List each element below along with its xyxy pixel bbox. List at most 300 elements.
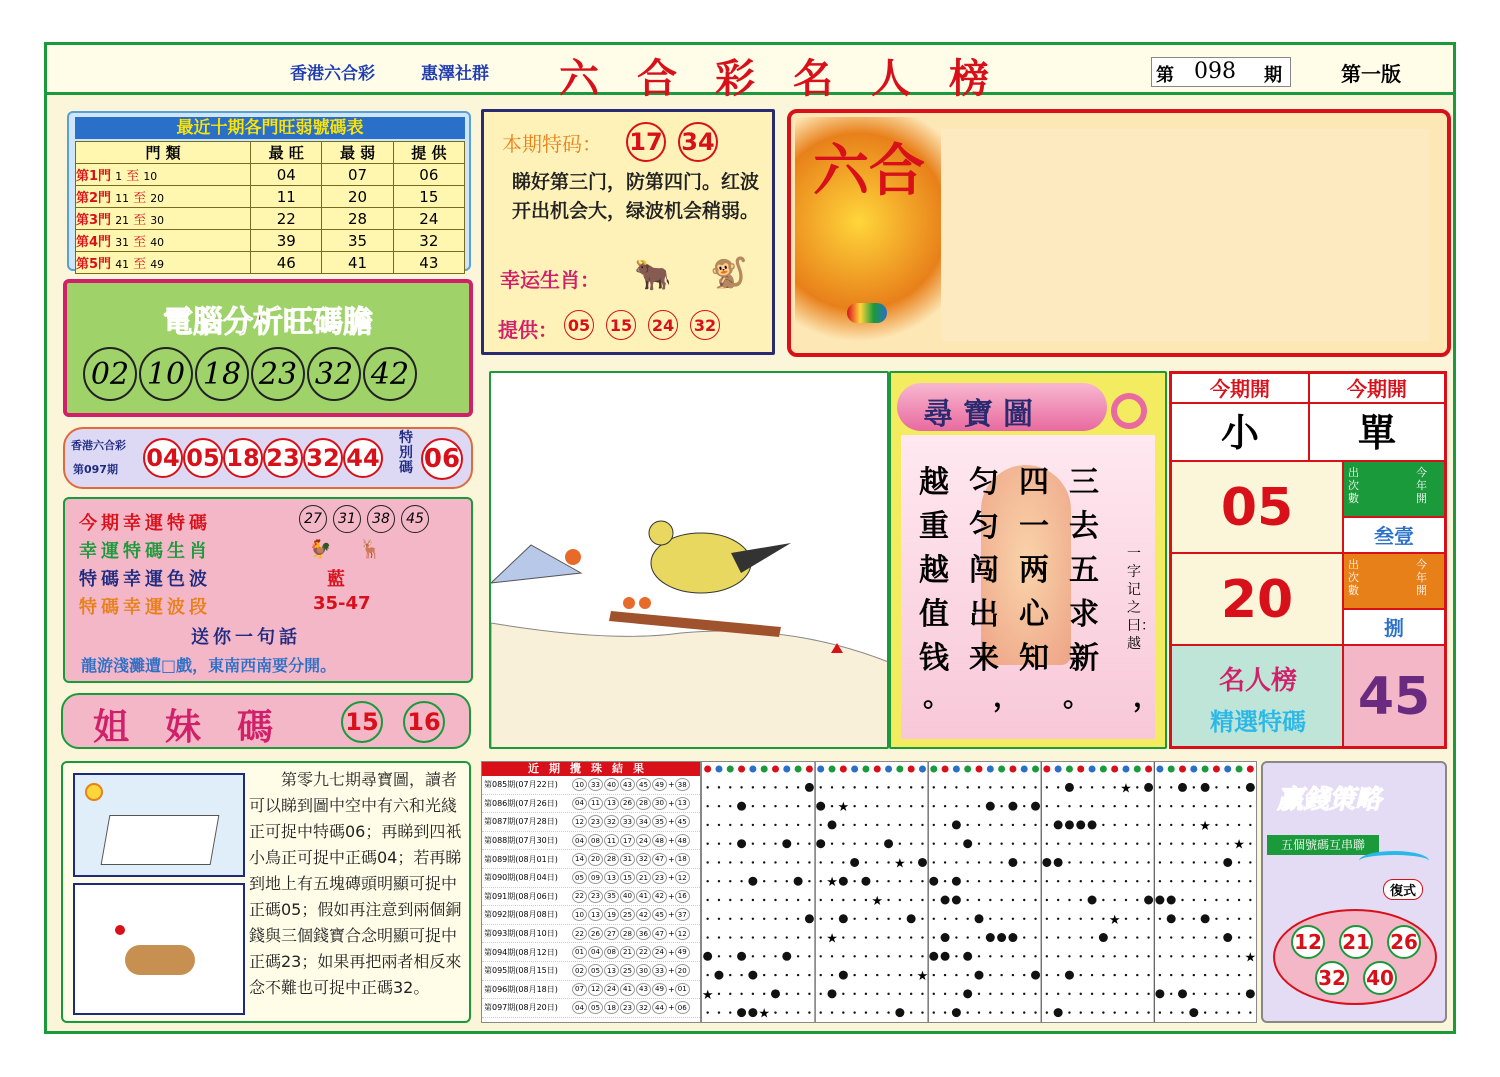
grid-dot [718, 880, 720, 882]
grid-dot [910, 993, 912, 995]
grid-dot [1136, 1011, 1138, 1013]
lion-shape [125, 945, 195, 975]
hit-dot [1246, 989, 1255, 998]
door-label: 第2門 [76, 191, 112, 206]
computer-pick-panel [63, 279, 473, 417]
result-ball: 14 [572, 853, 587, 866]
grid-dot [910, 842, 912, 844]
range-from: 21 [115, 214, 129, 227]
special-star: ★ [871, 894, 884, 909]
grid-dot [774, 899, 776, 901]
grid-dot [865, 842, 867, 844]
grid-dot [1204, 993, 1206, 995]
grid-dot [1181, 824, 1183, 826]
grid-dot [921, 918, 923, 920]
grid-dot [706, 805, 708, 807]
hit-dot [952, 1008, 961, 1017]
result-ball: 12 [572, 815, 587, 828]
result-ball: 43 [620, 778, 635, 791]
grid-dot [1170, 786, 1172, 788]
grid-dot [853, 974, 855, 976]
grid-dot [1102, 993, 1104, 995]
grid-dot [740, 993, 742, 995]
result-issue: 第094期(08月12日) [484, 947, 558, 957]
grid-dot [774, 880, 776, 882]
grid-dot [1080, 786, 1082, 788]
result-plus: + [668, 947, 675, 957]
scroll-curl [1111, 393, 1147, 429]
grid-dot [774, 918, 776, 920]
hit-dot [861, 877, 870, 886]
banner-blank-area [941, 129, 1429, 341]
hit-box-1 [1343, 461, 1445, 517]
today-label-1: 今期開 [1171, 373, 1309, 403]
grid-dot [1125, 993, 1127, 995]
grid-dot [706, 918, 708, 920]
grid-dot [1113, 993, 1115, 995]
grid-dot [1238, 918, 1240, 920]
edition-label: 第一版 [1341, 62, 1401, 86]
grid-dot [774, 1011, 776, 1013]
result-ball: 47 [652, 853, 667, 866]
grid-dot [1113, 805, 1115, 807]
grid-dot [706, 899, 708, 901]
today-num-1: 05 [1171, 461, 1343, 553]
grid-dot [820, 786, 822, 788]
grid-dot [729, 824, 731, 826]
hit-dot [1008, 802, 1017, 811]
grid-dot [1193, 786, 1195, 788]
result-special-ball: 06 [675, 1001, 690, 1014]
grid-dot [763, 861, 765, 863]
grid-dot [1046, 918, 1048, 920]
grid-dot [842, 993, 844, 995]
grid-dot [1249, 1011, 1251, 1013]
color-header-dot [919, 766, 926, 773]
grid-dot [910, 899, 912, 901]
lucky-range-label: 特碼幸運波段 [79, 597, 211, 618]
grid-dot [797, 842, 799, 844]
grid-dot [966, 786, 968, 788]
lucky-special-label: 今期幸運特碼 [79, 513, 211, 534]
special-star: ★ [837, 800, 850, 816]
grid-dot [1080, 861, 1082, 863]
grid-dot [1057, 805, 1059, 807]
result-plus: + [668, 1003, 675, 1013]
grid-dot [853, 955, 855, 957]
grid-dot [887, 993, 889, 995]
grid-dot [966, 1011, 968, 1013]
grid-dot [1046, 842, 1048, 844]
grid-dot [1091, 1011, 1093, 1013]
grid-dot [933, 861, 935, 863]
grid-dot [910, 824, 912, 826]
grid-dot [921, 1011, 923, 1013]
grid-dot [1238, 974, 1240, 976]
hit-dot [929, 877, 938, 886]
result-issue: 第093期(08月10日) [484, 929, 558, 939]
hit-dot [884, 839, 893, 848]
hit-dot [895, 1008, 904, 1017]
poem-columns [919, 461, 1105, 681]
grid-dot [1068, 955, 1070, 957]
grid-dot [933, 1011, 935, 1013]
special-star: ★ [1244, 950, 1256, 966]
grid-dot [718, 786, 720, 788]
grid-dot [887, 936, 889, 938]
grid-dot [1023, 786, 1025, 788]
hit-dot [1246, 783, 1255, 792]
color-header-dot [817, 766, 824, 773]
range-to: 20 [150, 192, 165, 205]
grid-dot [876, 974, 878, 976]
grid-dot [1046, 936, 1048, 938]
grid-dot [989, 918, 991, 920]
result-issue: 第090期(08月04日) [484, 873, 558, 883]
grid-dot [1181, 861, 1183, 863]
grid-dot [865, 993, 867, 995]
grid-dot [786, 805, 788, 807]
grid-dot [1193, 824, 1195, 826]
result-issue: 第085期(07月22日) [484, 780, 558, 790]
grid-dot [1136, 918, 1138, 920]
hit-dot [1054, 858, 1063, 867]
grid-dot [1000, 842, 1002, 844]
result-plus: + [668, 966, 675, 976]
trend-grid-svg [702, 762, 1256, 1022]
result-ball: 15 [620, 871, 635, 884]
color-header-dot [795, 766, 802, 773]
grid-dot [1034, 936, 1036, 938]
result-row [482, 943, 700, 962]
result-ball: 04 [572, 797, 587, 810]
grid-dot [831, 1011, 833, 1013]
color-header-dot [806, 766, 813, 773]
grid-dot [1147, 1011, 1149, 1013]
grid-dot [1057, 993, 1059, 995]
grid-dot [1215, 880, 1217, 882]
year-label: 今年開 [1416, 558, 1427, 597]
grid-dot [1159, 974, 1161, 976]
grid-dot [989, 993, 991, 995]
result-ball: 35 [652, 815, 667, 828]
grid-dot [955, 955, 957, 957]
phrase-text: 龍游淺灘遭□戲，東南西南要分開。 [81, 656, 337, 675]
hit-dot [1201, 783, 1210, 792]
hit-count-2: 捌 [1343, 609, 1445, 645]
result-ball: 26 [588, 927, 603, 940]
grid-dot [1068, 993, 1070, 995]
grid-dot [1113, 786, 1115, 788]
grid-dot [1147, 918, 1149, 920]
grid-dot [786, 786, 788, 788]
result-ball: 36 [636, 927, 651, 940]
grid-dot [1215, 974, 1217, 976]
result-ball: 40 [604, 778, 619, 791]
grid-dot [1023, 918, 1025, 920]
result-plus: + [668, 817, 675, 827]
offer-ball: 32 [690, 310, 720, 340]
grid-dot [1034, 993, 1036, 995]
grid-dot [1057, 955, 1059, 957]
hit-dot [828, 820, 837, 829]
grid-dot [1125, 842, 1127, 844]
grid-dot [1215, 1011, 1217, 1013]
grid-dot [1181, 880, 1183, 882]
grid-dot [1181, 842, 1183, 844]
result-ball: 23 [588, 815, 603, 828]
result-ball: 01 [572, 946, 587, 959]
grid-dot [763, 899, 765, 901]
punct-mark: ， [993, 680, 1022, 713]
grid-dot [899, 974, 901, 976]
grid-dot [842, 899, 844, 901]
grid-dot [899, 786, 901, 788]
grid-dot [752, 861, 754, 863]
result-ball: 05 [588, 1001, 603, 1014]
grid-dot [966, 861, 968, 863]
grid-dot [797, 805, 799, 807]
grid-dot [1215, 936, 1217, 938]
grid-dot [1249, 918, 1251, 920]
grid-dot [865, 936, 867, 938]
strategy-panel [1261, 761, 1447, 1023]
color-header-dot [976, 766, 983, 773]
grid-dot [1091, 805, 1093, 807]
hit-dot [986, 933, 995, 942]
grid-dot [763, 936, 765, 938]
grid-dot [1136, 861, 1138, 863]
result-ball: 32 [604, 815, 619, 828]
grid-dot [921, 993, 923, 995]
strategy-ball: 12 [1291, 925, 1325, 959]
grid-dot [978, 805, 980, 807]
grid-dot [797, 899, 799, 901]
grid-dot [774, 842, 776, 844]
grid-dot [989, 842, 991, 844]
grid-dot [786, 861, 788, 863]
result-ball: 23 [588, 890, 603, 903]
grid-dot [1000, 993, 1002, 995]
mountain-shape [491, 545, 581, 583]
special-star: ★ [758, 1006, 771, 1022]
color-header-dot [1122, 766, 1129, 773]
last-draw-numbers [143, 438, 383, 478]
grid-dot [752, 786, 754, 788]
hit-dot [1088, 896, 1097, 905]
result-ball: 35 [604, 890, 619, 903]
grid-dot [763, 974, 765, 976]
result-row [482, 981, 700, 1000]
grid-dot [831, 918, 833, 920]
grid-dot [1000, 786, 1002, 788]
col-header: 提 供 [393, 142, 464, 164]
hit-dot [997, 933, 1006, 942]
grid-dot [786, 918, 788, 920]
result-row [482, 869, 700, 888]
ox-icon: 🐂 [634, 258, 672, 293]
grid-dot [831, 842, 833, 844]
result-issue: 第096期(08月18日) [484, 984, 558, 994]
hit-dot [1065, 783, 1074, 792]
color-header-dot [715, 766, 722, 773]
result-ball: 26 [620, 797, 635, 810]
grid-dot [1227, 918, 1229, 920]
result-ball: 42 [652, 890, 667, 903]
result-plus: + [668, 891, 675, 901]
grid-dot [1012, 842, 1014, 844]
grid-dot [774, 786, 776, 788]
grid-dot [1068, 918, 1070, 920]
result-special-ball: 48 [675, 834, 690, 847]
grid-dot [1034, 861, 1036, 863]
hit-dot [850, 858, 859, 867]
grid-dot [1023, 993, 1025, 995]
grid-dot [1000, 824, 1002, 826]
result-row [482, 776, 700, 795]
strategy-title: 贏錢策略 [1277, 785, 1382, 815]
grid-dot [933, 993, 935, 995]
grid-dot [865, 805, 867, 807]
grid-dot [1046, 1011, 1048, 1013]
hit-dot [737, 1008, 746, 1017]
grid-dot [1012, 918, 1014, 920]
color-header-dot [1043, 766, 1050, 773]
grid-dot [1227, 1011, 1229, 1013]
color-header-dot [1156, 766, 1163, 773]
poem-column: 三去五求新 [1069, 465, 1099, 676]
special-box-offer-label: 提供： [498, 318, 558, 342]
result-ball: 40 [620, 890, 635, 903]
result-ball: 12 [588, 983, 603, 996]
grid-dot [1068, 1011, 1070, 1013]
color-header-dot [1134, 766, 1141, 773]
grid-dot [1046, 993, 1048, 995]
grid-dot [706, 842, 708, 844]
grid-dot [797, 955, 799, 957]
hit-dot [839, 914, 848, 923]
grid-dot [910, 786, 912, 788]
grid-dot [1181, 918, 1183, 920]
grid-dot [989, 955, 991, 957]
hit-dot [963, 952, 972, 961]
grid-dot [1136, 842, 1138, 844]
hit-dot [952, 896, 961, 905]
result-ball: 34 [636, 815, 651, 828]
grid-dot [1159, 842, 1161, 844]
color-header-dot [1055, 766, 1062, 773]
grid-dot [853, 805, 855, 807]
grid-dot [955, 993, 957, 995]
grid-dot [910, 1011, 912, 1013]
poem-punctuation [923, 675, 1161, 715]
results-rows [482, 776, 700, 1018]
grid-dot [808, 974, 810, 976]
result-ball: 24 [652, 946, 667, 959]
grid-dot [1113, 899, 1115, 901]
result-ball: 13 [588, 908, 603, 921]
grid-dot [853, 824, 855, 826]
grid-dot [1125, 880, 1127, 882]
cold-cell: 07 [322, 164, 393, 186]
grid-dot [1046, 880, 1048, 882]
grid-dot [921, 805, 923, 807]
grid-dot [706, 880, 708, 882]
grid-dot [1193, 899, 1195, 901]
color-header-dot [1111, 766, 1118, 773]
grid-dot [1034, 899, 1036, 901]
grid-dot [1057, 899, 1059, 901]
grid-dot [820, 861, 822, 863]
grid-dot [786, 824, 788, 826]
grid-dot [1238, 993, 1240, 995]
grid-dot [921, 936, 923, 938]
grid-dot [1159, 918, 1161, 920]
grid-dot [774, 861, 776, 863]
grid-dot [1034, 786, 1036, 788]
pick-ball: 42 [363, 347, 417, 401]
special-box-zodiac-label: 幸运生肖： [500, 268, 600, 292]
result-ball: 24 [604, 983, 619, 996]
grid-dot [1193, 955, 1195, 957]
grid-dot [933, 918, 935, 920]
hit-box-2 [1343, 553, 1445, 609]
grid-dot [752, 805, 754, 807]
hit-dot [737, 839, 746, 848]
table-row [76, 208, 465, 230]
flower-icon [85, 783, 103, 801]
phrase-title: 送你一句話 [191, 627, 301, 648]
grid-dot [865, 955, 867, 957]
famous-sub: 精選特碼 [1210, 708, 1306, 736]
hit-dot [816, 802, 825, 811]
hit-dot [1088, 820, 1097, 829]
hit-dot [748, 877, 757, 886]
poem-column: 匀匀闯出来 [969, 465, 999, 676]
grid-dot [831, 955, 833, 957]
grid-dot [1034, 880, 1036, 882]
draw-ball: 44 [343, 438, 383, 478]
hit-dot [839, 877, 848, 886]
lucky-zodiac-label: 幸運特碼生肖 [79, 541, 211, 562]
grid-dot [1012, 974, 1014, 976]
grid-dot [1227, 880, 1229, 882]
grid-dot [763, 880, 765, 882]
offer-cell: 06 [393, 164, 464, 186]
grid-dot [978, 936, 980, 938]
color-header-dot [942, 766, 949, 773]
grid-dot [989, 861, 991, 863]
grid-dot [989, 1011, 991, 1013]
grid-dot [1023, 842, 1025, 844]
hit-dot [941, 952, 950, 961]
grid-dot [1227, 805, 1229, 807]
grid-dot [944, 880, 946, 882]
hit-dot [748, 971, 757, 980]
grid-dot [989, 880, 991, 882]
hit-dot [1144, 896, 1153, 905]
grid-dot [853, 880, 855, 882]
grid-dot [1193, 805, 1195, 807]
grid-dot [786, 1011, 788, 1013]
grid-dot [899, 824, 901, 826]
grid-dot [1215, 786, 1217, 788]
color-header-dot [1179, 766, 1186, 773]
special-box-ball: 17 [626, 122, 666, 162]
grid-dot [808, 899, 810, 901]
hit-dot [941, 896, 950, 905]
grid-dot [718, 955, 720, 957]
